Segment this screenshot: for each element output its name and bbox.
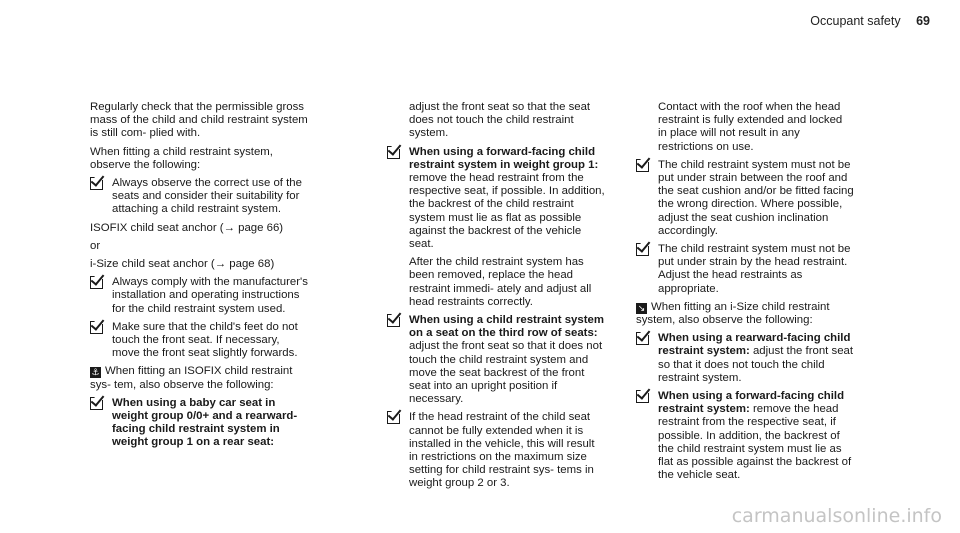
checklist-bold-text: When using a forward-facing child restraint system: bbox=[658, 390, 845, 416]
checkbox-icon bbox=[636, 243, 649, 256]
checklist-item bbox=[90, 397, 308, 450]
checklist-text: adjust the front seat so that it does not touch the child restraint system and move the seat backrest of the front seat into an upright position if necessary. bbox=[409, 340, 603, 406]
checklist-text: remove the head restraint from the respective seat, if possible. In addition, the backrest of the child restraint system must lie as flat as possible against the backrest of the vehicle seat. bbox=[658, 403, 852, 482]
watermark: carmanualsonline.info bbox=[731, 505, 942, 527]
checklist-bold-text: When using a child restraint system on a seat on the third row of seats: bbox=[409, 314, 604, 340]
checkbox-icon bbox=[636, 159, 649, 172]
checkbox-icon bbox=[90, 276, 103, 289]
checklist-text: Always observe the correct use of the seats and consider their suitability for attaching a child restraint system. bbox=[112, 177, 302, 216]
checkbox-icon bbox=[387, 411, 400, 424]
checklist-text: The child restraint system must not be put under strain by the head restraint. Adjust the head restraints as appropriate. bbox=[658, 243, 851, 295]
checklist-item bbox=[636, 332, 854, 385]
paragraph: adjust the front seat so that the seat does not touch the child restraint system. bbox=[409, 101, 591, 140]
column-2 bbox=[387, 101, 605, 496]
note-text: When fitting an i-Size child restraint system, also observe the following: bbox=[636, 300, 830, 327]
checklist-item bbox=[387, 411, 605, 490]
column-3 bbox=[636, 101, 854, 487]
checkbox-icon bbox=[387, 314, 400, 327]
checklist-item bbox=[387, 146, 605, 252]
page-number: 69 bbox=[916, 14, 930, 28]
isofix-icon: ⚓ bbox=[91, 367, 100, 378]
checklist-item bbox=[636, 390, 854, 482]
paragraph: Regularly check that the permissible gross mass of the child and child restraint system is still com- plied with. bbox=[90, 101, 308, 140]
checkbox-icon bbox=[90, 397, 103, 410]
checklist-text: The child restraint system must not be put under strain between the roof and the seat cushion and/or be fitted facing the wrong direction. Where possible, adjust the seat cushion inclination accordingly. bbox=[658, 158, 854, 237]
note-paragraph bbox=[636, 301, 854, 327]
section-title: Occupant safety bbox=[810, 14, 901, 28]
checkbox-icon bbox=[90, 177, 103, 190]
column-1 bbox=[90, 101, 308, 455]
checklist-text: remove the head restraint from the respective seat, if possible. In addition, the backrest of the child restraint system must lie as flat as possible against the backrest of the vehicle seat. bbox=[409, 172, 605, 251]
checklist-bold-text: When using a forward-facing child restraint system in weight group 1: bbox=[409, 145, 599, 171]
checklist-text: Make sure that the child's feet do not touch the front seat. If necessary, move the front seat slightly forwards. bbox=[112, 320, 298, 360]
paragraph: After the child restraint system has been removed, replace the head restraint immedi- ately and adjust all head restraints correctly. bbox=[409, 256, 592, 308]
checklist-item bbox=[636, 243, 854, 296]
checklist-text: If the head restraint of the child seat cannot be fully extended when it is installed in the vehicle, this will result in restrictions on the maximum size setting for child restraint sys- tems in weight group 2 or 3. bbox=[409, 411, 595, 490]
sub-item: or bbox=[90, 239, 101, 252]
paragraph: Contact with the roof when the head restraint is fully extended and locked in place will not result in any restrictions on use. bbox=[658, 101, 843, 153]
sub-item: ISOFIX child seat anchor (→ page 66) bbox=[90, 221, 284, 234]
checkbox-icon bbox=[90, 321, 103, 334]
checklist-item bbox=[90, 177, 308, 217]
checklist-bold-text: When using a rearward-facing child restraint system: bbox=[658, 332, 851, 358]
checklist-item bbox=[636, 159, 854, 238]
checklist-item bbox=[387, 314, 605, 406]
note-paragraph bbox=[90, 365, 308, 391]
checkbox-icon bbox=[636, 332, 649, 345]
page-header bbox=[810, 14, 930, 28]
checklist-text: adjust the front seat so that it does not touch the child restraint system. bbox=[658, 345, 854, 384]
checklist-text: Always comply with the manufacturer's installation and operating instructions for the child restraint system used. bbox=[112, 276, 308, 315]
checklist-bold-text: When using a baby car seat in weight group 0/0+ and a rearward-facing child restraint system in weight group 1 on a rear seat: bbox=[112, 396, 298, 449]
checklist-item bbox=[90, 276, 308, 316]
checkbox-icon bbox=[387, 146, 400, 159]
note-text: When fitting an ISOFIX child restraint sys- tem, also observe the following: bbox=[90, 365, 293, 391]
sub-item: i-Size child seat anchor (→ page 68) bbox=[90, 258, 275, 271]
checkbox-icon bbox=[636, 390, 649, 403]
checklist-item bbox=[90, 321, 308, 361]
paragraph: When fitting a child restraint system, observe the following: bbox=[90, 145, 273, 171]
i-size-icon: ↘ bbox=[637, 302, 646, 313]
